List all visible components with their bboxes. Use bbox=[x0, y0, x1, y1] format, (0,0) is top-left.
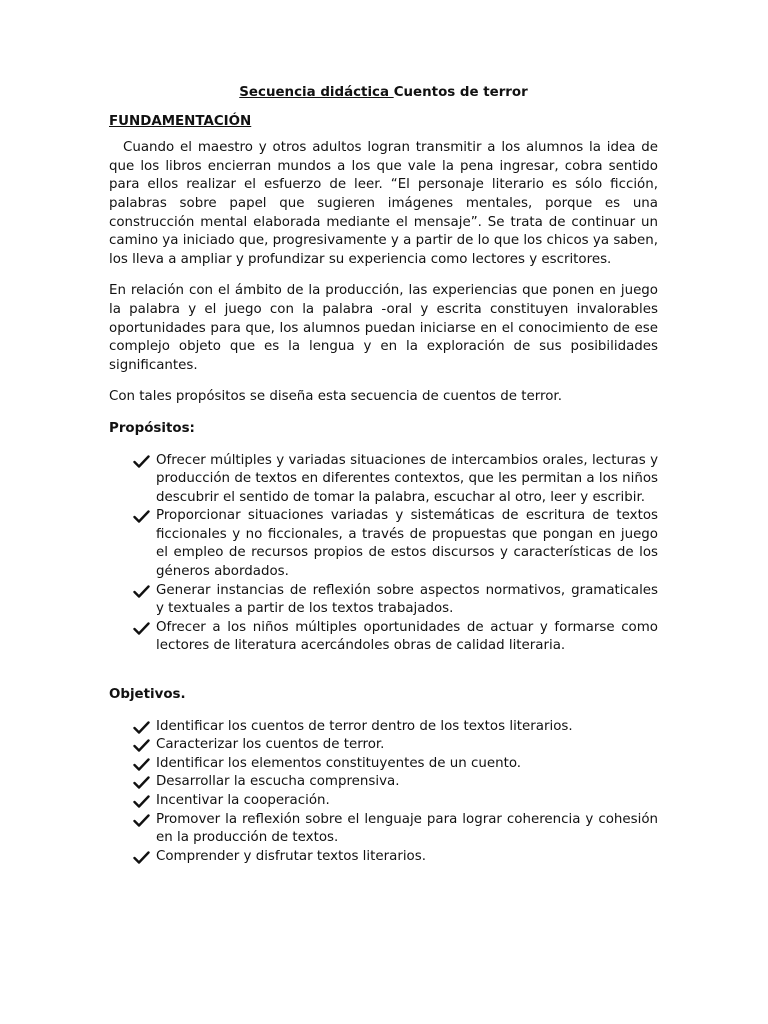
list-item-text: Promover la reflexión sobre el lenguaje para lograr coherencia y cohesión en la producción de textos. bbox=[156, 811, 658, 846]
fundamentacion-paragraph-1: Cuando el maestro y otros adultos logran transmitir a los alumnos la idea de que los libros encierran mundos a los que vale la pena ingresar, cobra sentido para ellos realizar el esfuerzo de leer. “El personaje literario es sólo ficción, palabras sobre papel que sugieren imágenes mentales, porque es una construcción mental elaborada mediante el mensaje”. Se trata de continuar un camino ya iniciado que, progresivamente y a partir de lo que los chicos ya saben, los lleva a ampliar y profundizar su experiencia como lectores y escritores. bbox=[109, 140, 658, 267]
propositos-list bbox=[109, 452, 658, 657]
check-icon bbox=[133, 721, 150, 734]
list-item bbox=[109, 736, 658, 755]
list-item-text: Incentivar la cooperación. bbox=[156, 793, 330, 808]
list-item bbox=[109, 452, 658, 508]
fundamentacion-paragraph-3: Con tales propósitos se diseña esta secuencia de cuentos de terror. bbox=[109, 389, 562, 405]
document-title bbox=[109, 84, 658, 103]
objetivos-heading: Objetivos. bbox=[109, 687, 186, 703]
check-icon bbox=[133, 795, 150, 808]
list-item bbox=[109, 773, 658, 792]
list-item-text: Desarrollar la escucha comprensiva. bbox=[156, 774, 400, 790]
fundamentacion-paragraph-2: En relación con el ámbito de la producción, las experiencias que ponen en juego la palabra y el juego con la palabra -oral y escrita constituyen invalorables oportunidades para que, los alumnos puedan iniciarse en el conocimiento de ese complejo objeto que es la lengua y en la exploración de sus posibilidades significantes. bbox=[109, 283, 658, 373]
check-icon bbox=[133, 776, 150, 789]
list-item bbox=[109, 792, 658, 811]
list-item bbox=[109, 848, 658, 867]
propositos-heading: Propósitos: bbox=[109, 420, 195, 436]
list-item-text: Identificar los elementos constituyentes de un cuento. bbox=[156, 755, 522, 771]
check-icon bbox=[133, 814, 150, 827]
list-item-text: Proporcionar situaciones variadas y sistemáticas de escritura de textos ficcionales y no ficcionales, a través de propuestas que pongan en juego el empleo de recursos propios de estos discursos y características de los géneros abordados. bbox=[156, 508, 658, 580]
list-item bbox=[109, 507, 658, 581]
list-item bbox=[109, 755, 658, 774]
title-underlined: Secuencia didáctica bbox=[239, 85, 394, 100]
list-item-text: Identificar los cuentos de terror dentro de los textos literarios. bbox=[156, 718, 573, 734]
list-item bbox=[109, 582, 658, 619]
list-item bbox=[109, 811, 658, 848]
check-icon bbox=[133, 851, 150, 864]
objetivos-list bbox=[109, 718, 658, 867]
check-icon bbox=[133, 510, 150, 523]
check-icon bbox=[133, 739, 150, 752]
list-item-text: Ofrecer múltiples y variadas situaciones de intercambios orales, lecturas y producción de textos en diferentes contextos, que les permitan a los niños descubrir el sentido de tomar la palabra, escuchar al otro, leer y escribir. bbox=[156, 452, 658, 505]
list-item-text: Comprender y disfrutar textos literarios. bbox=[156, 848, 426, 864]
list-item-text: Ofrecer a los niños múltiples oportunidades de actuar y formarse como lectores de literatura acercándoles obras de calidad literaria. bbox=[156, 619, 658, 654]
title-rest: Cuentos de terror bbox=[393, 85, 528, 100]
check-icon bbox=[133, 585, 150, 598]
fundamentacion-heading: FUNDAMENTACIÓN bbox=[109, 113, 252, 129]
check-icon bbox=[133, 622, 150, 635]
check-icon bbox=[133, 758, 150, 771]
list-item bbox=[109, 619, 658, 656]
list-item-text: Caracterizar los cuentos de terror. bbox=[156, 737, 385, 753]
document-page bbox=[109, 84, 658, 866]
list-item bbox=[109, 718, 658, 737]
list-item-text: Generar instancias de reflexión sobre aspectos normativos, gramaticales y textuales a partir de los textos trabajados. bbox=[156, 582, 658, 617]
check-icon bbox=[133, 455, 150, 468]
